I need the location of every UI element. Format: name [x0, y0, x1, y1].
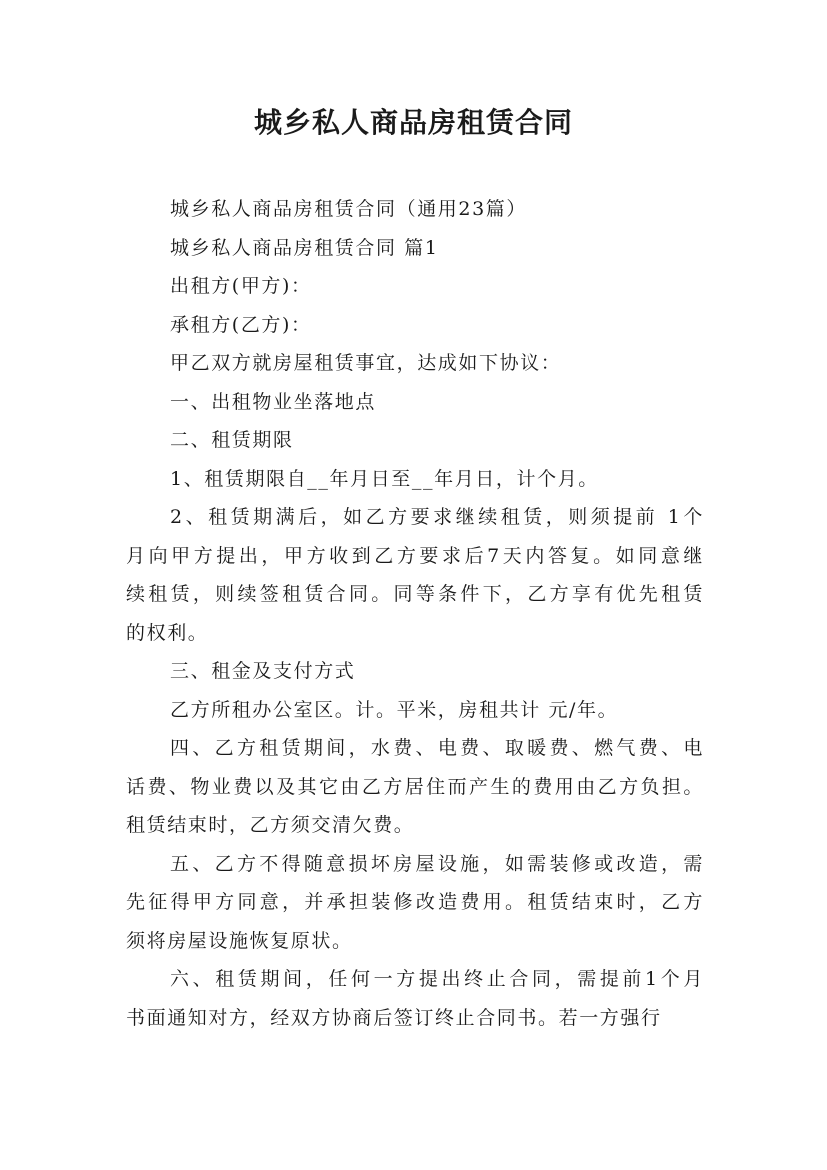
- paragraph: [126, 190, 704, 229]
- paragraph-line: 城乡私人商品房租赁合同（通用23篇）: [170, 198, 527, 220]
- paragraph-line: 二、租赁期限: [170, 429, 294, 451]
- paragraph-line: 四、乙方租赁期间，水费、电费、取暖费、燃气费、电: [170, 737, 704, 759]
- paragraph: [126, 691, 704, 730]
- document-body: [126, 190, 704, 1037]
- paragraph-line: 承租方(乙方)：: [170, 313, 312, 336]
- paragraph-line: 甲乙双方就房屋租赁事宜，达成如下协议：: [170, 352, 562, 374]
- paragraph-line: 五、乙方不得随意损坏房屋设施，如需装修或改造，需: [170, 852, 704, 875]
- paragraph-line: 的权利。: [126, 621, 209, 644]
- paragraph-line: 城乡私人商品房租赁合同 篇1: [170, 236, 439, 259]
- paragraph-line: 须将房屋设施恢复原状。: [126, 929, 353, 952]
- paragraph-line: 月向甲方提出，甲方收到乙方要求后7天内答复。如同意继: [126, 544, 704, 567]
- paragraph: [126, 383, 704, 422]
- paragraph: [126, 845, 704, 961]
- paragraph: [126, 267, 704, 306]
- paragraph: [126, 729, 704, 845]
- paragraph-line: 书面通知对方，经双方协商后签订终止合同书。若一方强行: [126, 1006, 662, 1029]
- paragraph-line: 乙方所租办公室区。计。平米，房租共计 元/年。: [170, 698, 619, 721]
- paragraph-line: 三、租金及支付方式: [170, 660, 356, 682]
- paragraph: [126, 960, 704, 1037]
- paragraph: [126, 421, 704, 460]
- paragraph-line: 续租赁，则续签租赁合同。同等条件下，乙方享有优先租赁: [126, 583, 704, 605]
- document-title: 城乡私人商品房租赁合同: [253, 106, 573, 139]
- paragraph: [126, 306, 704, 345]
- paragraph: [126, 344, 704, 383]
- paragraph-line: 2、租赁期满后，如乙方要求继续租赁，则须提前 1个: [170, 506, 704, 528]
- paragraph: [126, 498, 704, 652]
- paragraph-line: 出租方(甲方)：: [170, 275, 312, 297]
- paragraph-line: 一、出租物业坐落地点: [170, 390, 377, 413]
- paragraph-line: 话费、物业费以及其它由乙方居住而产生的费用由乙方负担。: [126, 775, 704, 798]
- paragraph-line: 租赁结束时，乙方须交清欠费。: [126, 814, 415, 836]
- paragraph-line: 1、租赁期限自__年月日至__年月日，计个月。: [170, 467, 599, 490]
- paragraph-line: 先征得甲方同意，并承担装修改造费用。租赁结束时，乙方: [126, 891, 704, 913]
- paragraph-line: 六、租赁期间，任何一方提出终止合同，需提前1个月: [170, 968, 704, 990]
- paragraph: [126, 460, 704, 499]
- paragraph: [126, 229, 704, 268]
- paragraph: [126, 652, 704, 691]
